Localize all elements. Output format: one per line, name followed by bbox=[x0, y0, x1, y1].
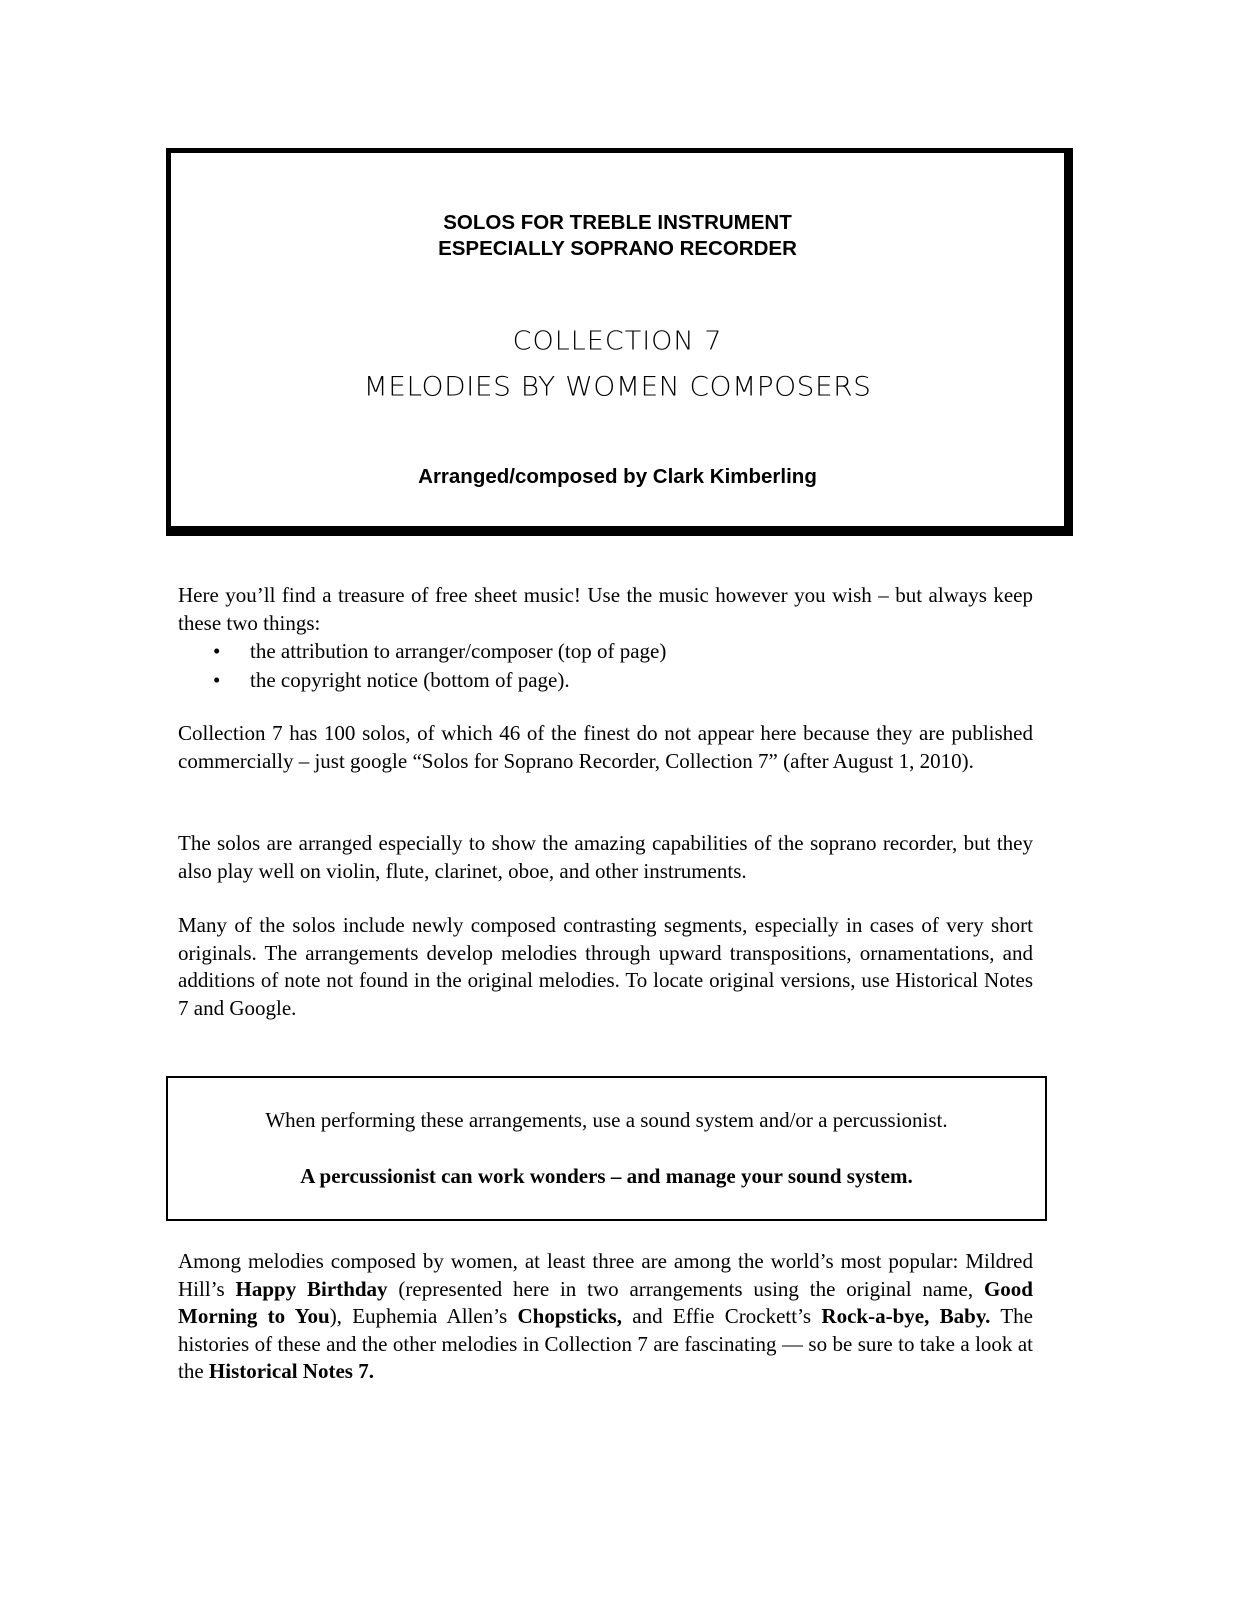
list-item bbox=[178, 637, 1033, 666]
intro-paragraph: Here you’ll find a treasure of free sheet music! Use the music however you wish – but always keep these two things: bbox=[178, 583, 1033, 635]
title-box bbox=[166, 148, 1073, 536]
percussionist-note: A percussionist can work wonders – and manage your sound system. bbox=[300, 1164, 913, 1188]
closing-text: ), Euphemia Allen’s bbox=[329, 1304, 518, 1328]
closing-text: and Effie Crockett’s bbox=[621, 1304, 822, 1328]
song-title-good-morning: Good Morning to You bbox=[178, 1276, 1033, 1328]
instruments-paragraph: The solos are arranged especially to show the amazing capabilities of the soprano recorder, but they also play well on violin, flute, clarinet, oboe, and other instruments. bbox=[178, 831, 1033, 883]
collection-paragraph: Collection 7 has 100 solos, of which 46 of the finest do not appear here because they are published commercially – just google “Solos for Soprano Recorder, Collection 7” (after August 1, 2010). bbox=[178, 721, 1033, 773]
list-item-text: the copyright notice (bottom of page). bbox=[250, 668, 570, 692]
closing-paragraph bbox=[178, 1248, 1033, 1386]
list-item-text: the attribution to arranger/composer (top of page) bbox=[250, 639, 667, 663]
collection-subtitle: MELODIES BY WOMEN COMPOSERS bbox=[363, 370, 872, 403]
closing-text: (represented here in two arrangements using the original name, bbox=[387, 1276, 984, 1301]
bullet-icon: • bbox=[213, 668, 221, 692]
arrangements-paragraph: Many of the solos include newly composed contrasting segments, especially in cases of very short originals. The arrangements develop melodies through upward transpositions, ornamentations, and additions of note not found in the original melodies. To locate original versions, use Historical Notes 7 and Google. bbox=[178, 913, 1033, 1020]
title-line-1: SOLOS FOR TREBLE INSTRUMENT bbox=[443, 211, 792, 234]
closing-text: Among melodies composed by women, at least three are among the world’s most popular: Mildred Hill’s bbox=[178, 1249, 1033, 1301]
collection-title: COLLECTION 7 bbox=[512, 326, 723, 357]
list-item bbox=[178, 666, 1033, 695]
title-line-2: ESPECIALLY SOPRANO RECORDER bbox=[438, 237, 797, 260]
historical-notes-reference: Historical Notes 7. bbox=[208, 1359, 374, 1383]
performance-note: When performing these arrangements, use a sound system and/or a percussionist. bbox=[265, 1108, 948, 1132]
song-title-happy-birthday: Happy Birthday bbox=[235, 1276, 388, 1301]
attribution-list bbox=[178, 637, 1033, 695]
closing-text: The histories of these and the other melodies in Collection 7 are fascinating — so be sure to take a look at the bbox=[178, 1304, 1033, 1383]
song-title-rock-a-bye: Rock-a-bye, Baby. bbox=[821, 1304, 991, 1328]
performance-note-box bbox=[166, 1076, 1047, 1221]
arranger-credit: Arranged/composed by Clark Kimberling bbox=[418, 465, 817, 488]
bullet-icon: • bbox=[213, 639, 221, 663]
song-title-chopsticks: Chopsticks, bbox=[517, 1304, 622, 1328]
